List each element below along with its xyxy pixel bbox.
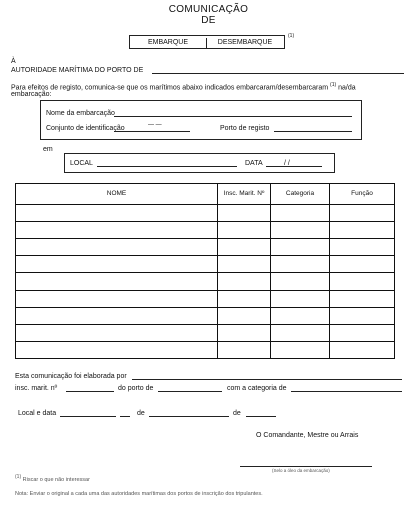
note-1-ref: (1) <box>15 474 22 480</box>
vessel-id-label: Conjunto de identificação <box>46 125 125 132</box>
cell-function[interactable] <box>330 256 395 273</box>
table-row <box>16 256 395 273</box>
cell-insc[interactable] <box>218 307 271 324</box>
prepared-by-field[interactable] <box>132 379 402 380</box>
note-1 <box>15 474 90 483</box>
intro-line1: Para efeitos de registo, comunica-se que os marítimos abaixo indicados embarcaram/desembarcaram <box>11 84 329 92</box>
cell-function[interactable] <box>330 324 395 341</box>
option-embarque[interactable]: EMBARQUE <box>130 38 207 48</box>
vessel-id-dashes: — — <box>148 122 162 128</box>
cell-category[interactable] <box>271 290 330 307</box>
movement-type-box <box>129 35 285 49</box>
cell-name[interactable] <box>16 307 218 324</box>
col-header-category: Categoria <box>271 184 330 205</box>
prepared-by-label: Esta comunicação foi elaborada por <box>15 373 127 380</box>
date-label: DATA <box>245 160 263 167</box>
cell-category[interactable] <box>271 341 330 358</box>
local-field[interactable] <box>97 166 237 167</box>
date-field[interactable] <box>266 166 322 167</box>
form-title-de: DE <box>201 15 216 26</box>
note-1-text: Riscar o que não interessar <box>22 476 90 483</box>
addressee-a: À <box>11 58 16 65</box>
intro-line1-end: na/da <box>338 84 356 92</box>
cell-insc[interactable] <box>218 205 271 222</box>
cell-insc[interactable] <box>218 290 271 307</box>
de-label-1: de <box>137 410 145 417</box>
cell-name[interactable] <box>16 239 218 256</box>
local-label: LOCAL <box>70 160 93 167</box>
cell-insc[interactable] <box>218 222 271 239</box>
category-label: com a categoria de <box>227 385 287 392</box>
table-row <box>16 239 395 256</box>
cell-function[interactable] <box>330 222 395 239</box>
table-row <box>16 307 395 324</box>
do-porto-field[interactable] <box>158 391 222 392</box>
day-field[interactable] <box>120 416 130 417</box>
cell-insc[interactable] <box>218 256 271 273</box>
cell-function[interactable] <box>330 341 395 358</box>
form-title: COMUNICAÇÃO <box>168 4 249 15</box>
col-header-insc: Insc. Marit. Nº <box>218 184 271 205</box>
cell-function[interactable] <box>330 273 395 290</box>
port-of-registry-field[interactable] <box>274 131 352 132</box>
crew-table-header <box>16 184 395 205</box>
authority-port-field[interactable] <box>152 73 404 74</box>
signature-line[interactable] <box>240 466 372 467</box>
table-row <box>16 324 395 341</box>
category-field[interactable] <box>291 391 402 392</box>
year-field[interactable] <box>246 416 276 417</box>
em-label: em <box>43 146 53 153</box>
date-separators: / / <box>284 160 290 167</box>
cell-name[interactable] <box>16 205 218 222</box>
table-row <box>16 205 395 222</box>
cell-category[interactable] <box>271 273 330 290</box>
crew-table <box>15 183 395 359</box>
month-field[interactable] <box>149 416 229 417</box>
cell-name[interactable] <box>16 222 218 239</box>
port-of-registry-label: Porto de registo <box>220 125 270 132</box>
insc-label: insc. marit. nº <box>15 385 58 392</box>
do-porto-label: do porto de <box>118 385 154 392</box>
cell-insc[interactable] <box>218 341 271 358</box>
cell-insc[interactable] <box>218 324 271 341</box>
cell-name[interactable] <box>16 273 218 290</box>
footnote-ref: (1) <box>288 33 295 39</box>
option-desembarque[interactable]: DESEMBARQUE <box>217 39 273 46</box>
cell-category[interactable] <box>271 256 330 273</box>
cell-name[interactable] <box>16 324 218 341</box>
cell-function[interactable] <box>330 307 395 324</box>
cell-name[interactable] <box>16 341 218 358</box>
authority-label: AUTORIDADE MARÍTIMA DO PORTO DE <box>11 67 144 74</box>
de-label-2: de <box>233 410 241 417</box>
place-field[interactable] <box>60 416 116 417</box>
cell-category[interactable] <box>271 324 330 341</box>
place-date-label: Local e data <box>18 410 57 417</box>
cell-name[interactable] <box>16 256 218 273</box>
table-row <box>16 222 395 239</box>
table-row <box>16 290 395 307</box>
vessel-box <box>40 100 362 140</box>
cell-function[interactable] <box>330 205 395 222</box>
col-header-function: Função <box>330 184 395 205</box>
cell-category[interactable] <box>271 222 330 239</box>
cell-category[interactable] <box>271 239 330 256</box>
vessel-name-field[interactable] <box>114 116 352 117</box>
col-header-name: NOME <box>16 184 218 205</box>
note-2: Nota: Enviar o original a cada uma das autoridades marítimas dos portos de inscrição dos tripulantes. <box>15 491 263 497</box>
intro-line2: embarcação: <box>11 91 52 98</box>
vessel-name-label: Nome da embarcação <box>46 110 115 117</box>
table-row <box>16 273 395 290</box>
insc-field[interactable] <box>66 391 114 392</box>
intro-text <box>11 81 356 92</box>
vessel-id-field[interactable] <box>114 131 190 132</box>
cell-category[interactable] <box>271 307 330 324</box>
cell-name[interactable] <box>16 290 218 307</box>
cell-function[interactable] <box>330 290 395 307</box>
local-date-box <box>64 153 335 173</box>
stamp-label: (Selo a óleo da embarcação) <box>272 468 330 473</box>
cell-insc[interactable] <box>218 273 271 290</box>
signature-label: O Comandante, Mestre ou Arrais <box>256 432 359 439</box>
intro-ref: (1) <box>330 82 337 88</box>
table-row <box>16 341 395 358</box>
cell-function[interactable] <box>330 239 395 256</box>
cell-category[interactable] <box>271 205 330 222</box>
cell-insc[interactable] <box>218 239 271 256</box>
